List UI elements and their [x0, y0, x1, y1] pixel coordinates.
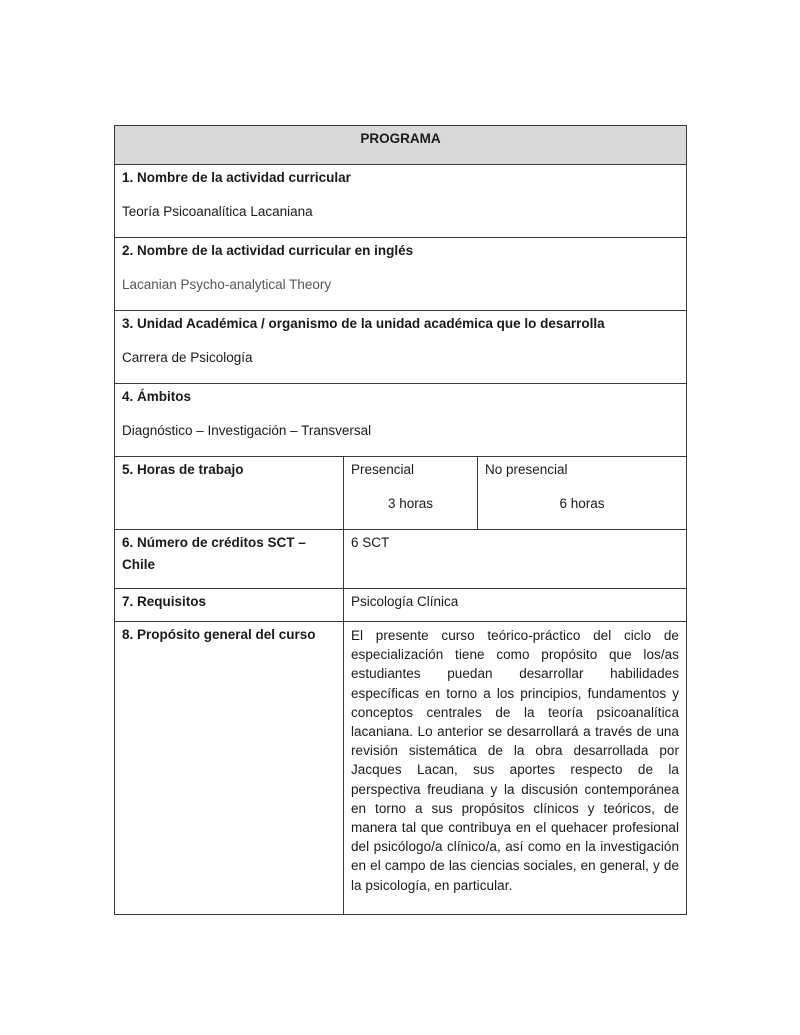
section-value: Diagnóstico – Investigación – Transversal [122, 423, 372, 438]
credits-row [115, 530, 687, 589]
section-title: 2. Nombre de la actividad curricular en inglés [122, 243, 414, 258]
requirements-label-cell [115, 589, 344, 622]
purpose-text: El presente curso teórico-práctico del ciclo de especialización tiene como propósito que los/as estudiantes puedan desarrollar habilidades específicas en torno a los principios, fundamentos y conceptos centrales de la teoría psicoanalítica lacaniana. Lo anterior se desarrollará a través de una revisión sistemática de la obra desarrollada por Jacques Lacan, sus aportes respecto de la perspectiva freudiana y la discusión contemporánea en torno a sus propósitos clínicos y teóricos, de manera tal que contribuya en el quehacer profesional del psicólogo/a clínico/a, así como en la investigación en el campo de las ciencias sociales, en general, y de la psicología, en particular. [351, 628, 679, 893]
presencial-value: 3 horas [387, 496, 434, 511]
requirements-value: Psicología Clínica [351, 594, 459, 609]
requirements-row [115, 589, 687, 622]
credits-value: 6 SCT [351, 535, 390, 550]
section-scopes [115, 384, 687, 457]
section-row-scope [115, 384, 687, 457]
requirements-label: 7. Requisitos [122, 594, 207, 609]
section-title: 1. Nombre de la actividad curricular [122, 170, 351, 185]
section-title: 3. Unidad Académica / organismo de la unidad académica que lo desarrolla [122, 316, 605, 331]
program-header [115, 126, 687, 165]
no-presencial-label: No presencial [485, 462, 568, 477]
section-row-name [115, 165, 687, 238]
requirements-value-cell [344, 589, 687, 622]
no-presencial-cell [478, 457, 687, 530]
no-presencial-value: 6 horas [559, 496, 605, 511]
purpose-label: 8. Propósito general del curso [122, 627, 316, 642]
section-value: Lacanian Psycho-analytical Theory [122, 277, 332, 292]
section-row-unit [115, 311, 687, 384]
credits-label-cell [115, 530, 344, 589]
section-activity-name [115, 165, 687, 238]
section-activity-name-english [115, 238, 687, 311]
section-row-name-en [115, 238, 687, 311]
purpose-label-cell [115, 622, 344, 915]
header-row [115, 126, 687, 165]
presencial-cell [344, 457, 478, 530]
purpose-row [115, 622, 687, 915]
presencial-label: Presencial [351, 462, 415, 477]
section-title: 4. Ámbitos [122, 389, 192, 404]
hours-label: 5. Horas de trabajo [122, 462, 244, 477]
section-value: Carrera de Psicología [122, 350, 253, 365]
credits-label-line1: 6. Número de créditos SCT – [122, 535, 306, 550]
hours-row [115, 457, 687, 530]
section-academic-unit [115, 311, 687, 384]
purpose-text-cell [344, 622, 687, 915]
program-table [114, 125, 687, 915]
hours-label-cell [115, 457, 344, 530]
program-title: PROGRAMA [360, 131, 441, 146]
credits-value-cell [344, 530, 687, 589]
section-value: Teoría Psicoanalítica Lacaniana [122, 204, 313, 219]
credits-label-line2: Chile [122, 557, 156, 572]
